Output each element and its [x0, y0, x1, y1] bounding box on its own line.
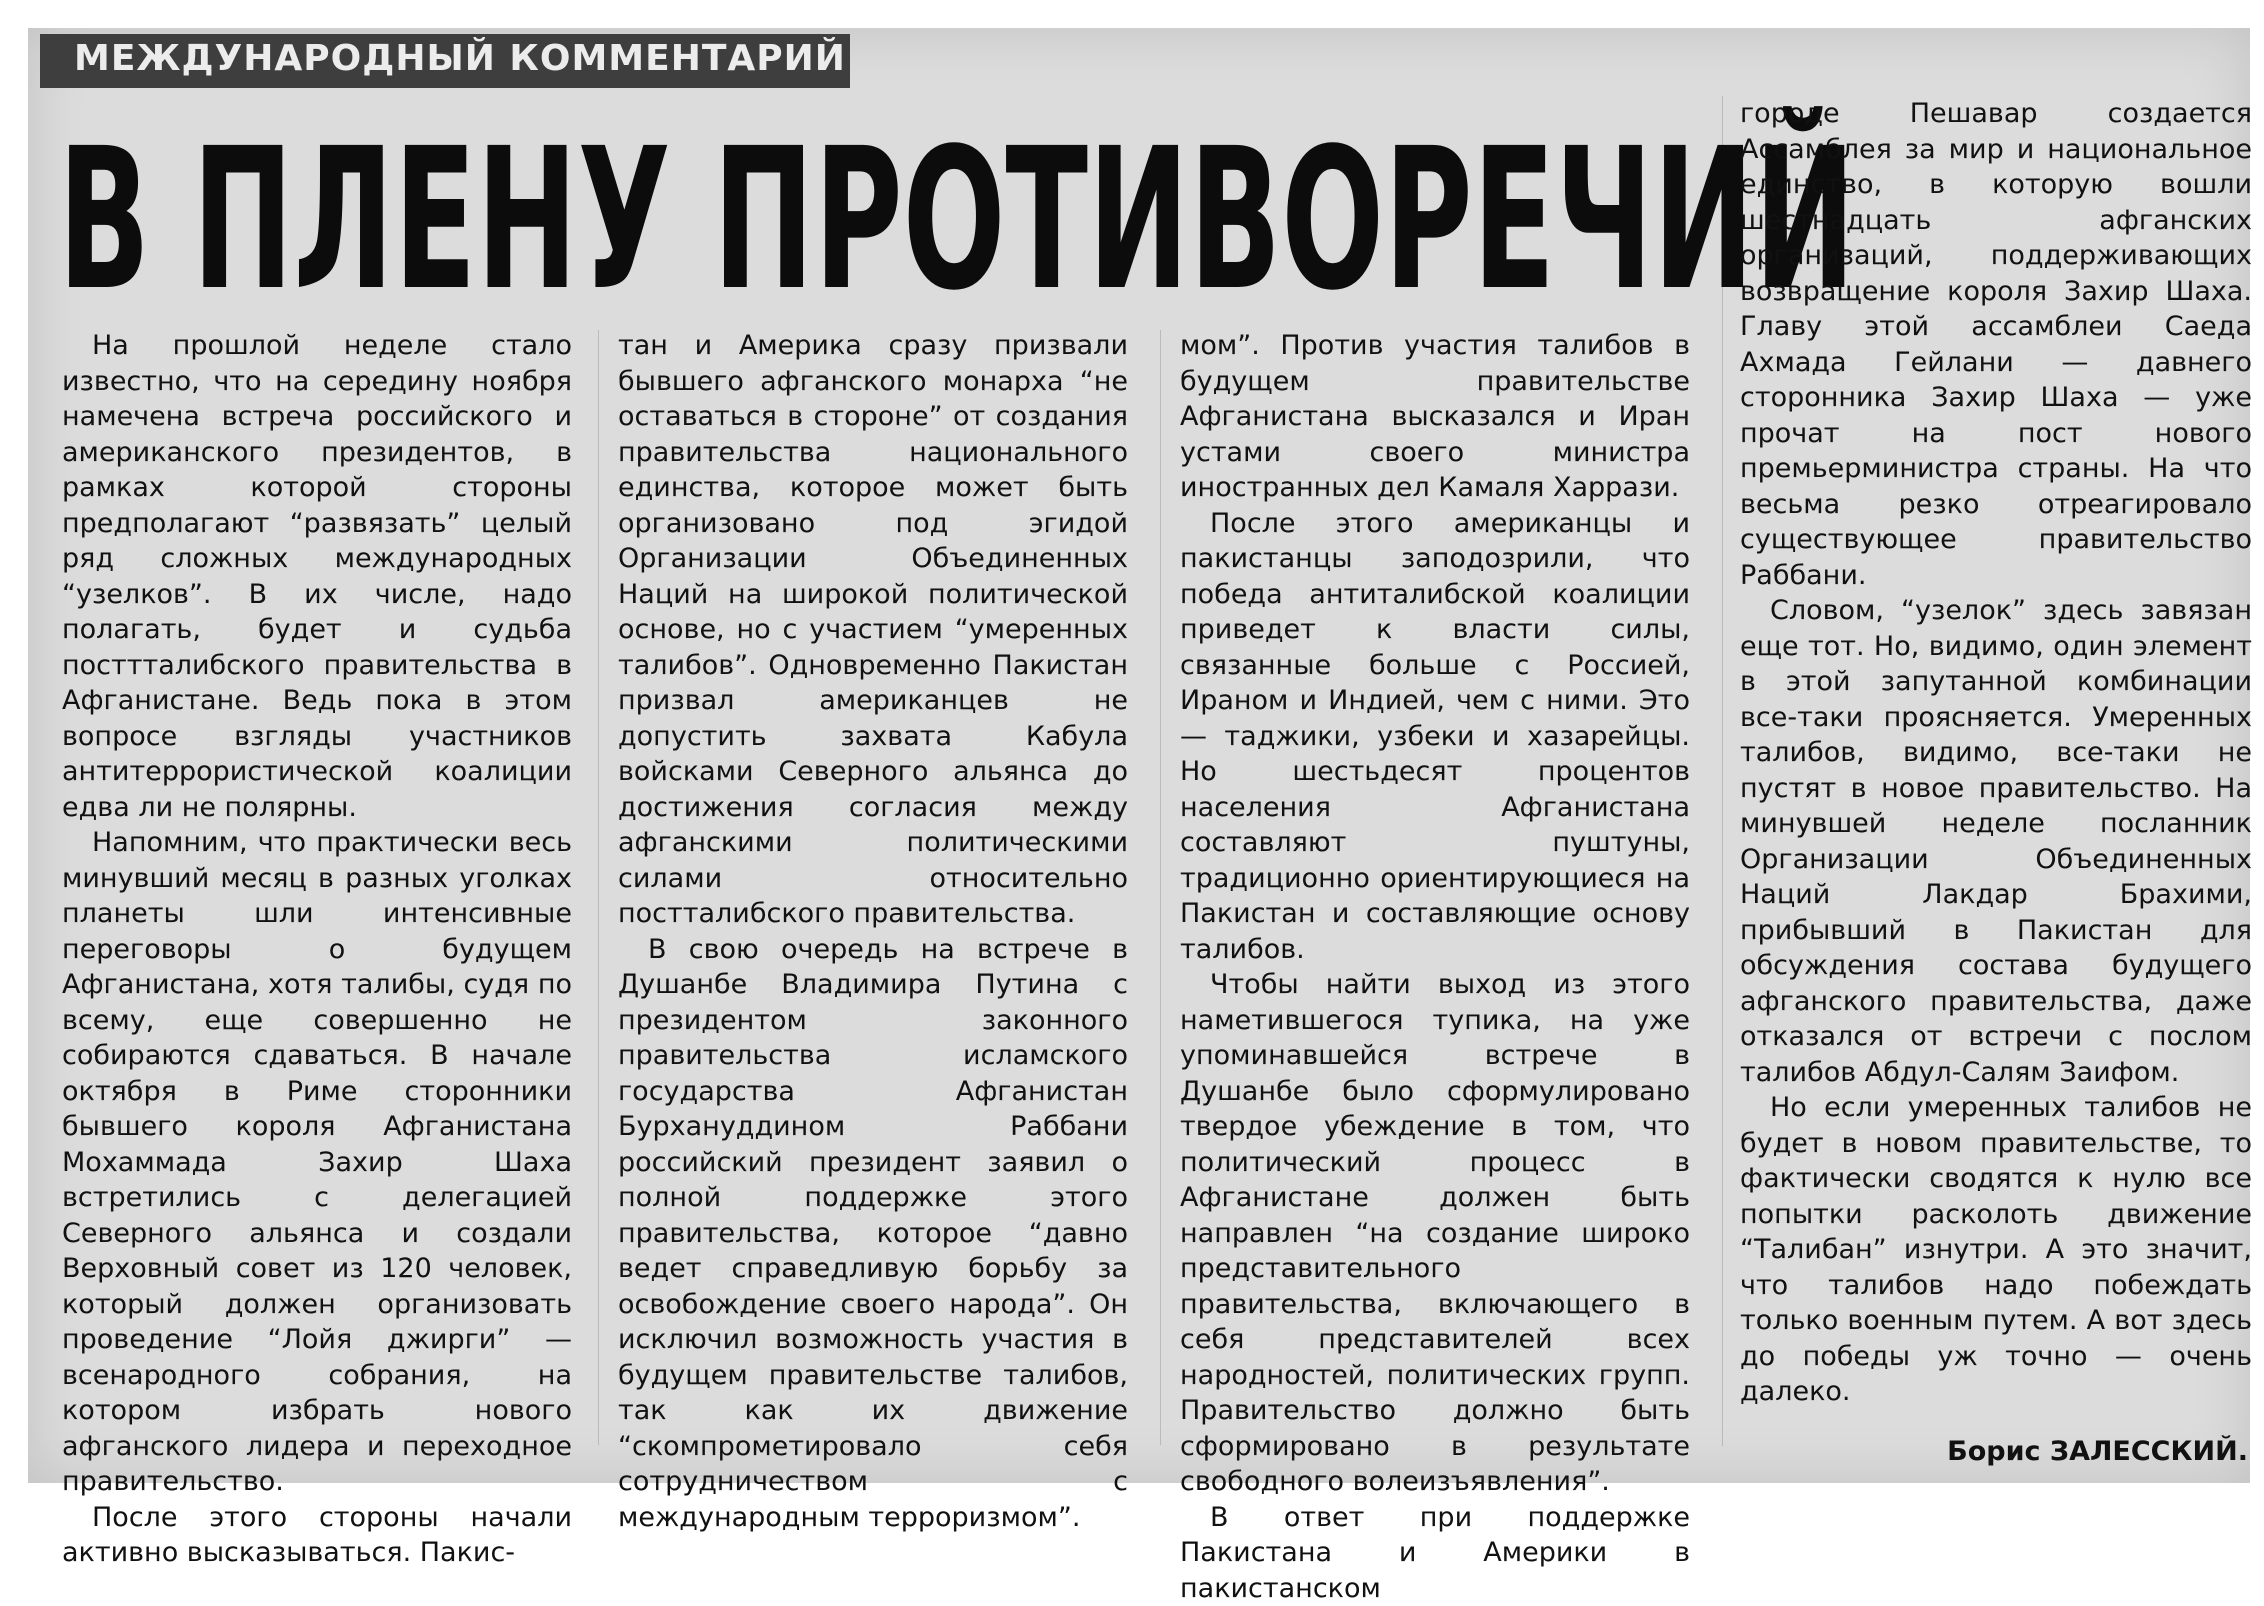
paragraph: мом”. Против участия талибов в будущем правительстве Афганистана высказался и Иран устами своего министра иностранных дел Камаля Харрази.: [1180, 328, 1690, 506]
article-column-2: [618, 328, 1128, 1535]
paragraph: Напомним, что практически весь минувший месяц в разных уголках планеты шли интенсивные переговоры о будущем Афганистана, хотя талибы, судя по всему, еще совершенно не собираются сдаваться. В начале октября в Риме сторонники бывшего короля Афганистана Мохаммада Захир Шаха встретились с делегацией Северного альянса и создали Верховный совет из 120 человек, который должен организовать проведение “Лойя джирги” — всенародного собрания, на котором избрать нового афганского лидера и переходное правительство.: [62, 825, 572, 1500]
paragraph: После этого стороны начали активно высказываться. Пакис-: [62, 1500, 572, 1571]
paragraph: В свою очередь на встрече в Душанбе Владимира Путина с президентом законного правительства исламского государства Афганистан Бурхануддином Раббани российский президент заявил о полной поддержке этого правительства, которое “давно ведет справедливую борьбу за освобождение своего народа”. Он исключил возможность участия в будущем правительстве талибов, так как их движение “скомпрометировало себя сотрудничеством с международным терроризмом”.: [618, 932, 1128, 1536]
paragraph: Словом, “узелок” здесь завязан еще тот. Но, видимо, один элемент в этой запутанной комбинации все-таки проясняется. Умеренных талибов, видимо, все-таки не пустят в новое правительство. На минувшей неделе посланник Организации Объединенных Наций Лакдар Брахими, прибывший в Пакистан для обсуждения состава будущего афганского правительства, даже отказался от встречи с послом талибов Абдул-Салям Заифом.: [1740, 593, 2252, 1090]
article-column-3: [1180, 328, 1690, 1606]
headline: В ПЛЕНУ ПРОТИВОРЕЧИЙ: [58, 120, 1075, 320]
rubric-banner: [40, 34, 850, 88]
paragraph: Чтобы найти выход из этого наметившегося тупика, на уже упоминавшейся встрече в Душанбе было сформулировано твердое убеждение в том, что политический процесс в Афганистане должен быть направлен “на создание широко представительного правительства, включающего в себя представителей всех народностей, политических групп. Правительство должно быть сформировано в результате свободного волеизъявления”.: [1180, 967, 1690, 1500]
paragraph: Но если умеренных талибов не будет в новом правительстве, то фактически сводятся к нулю все попытки расколоть движение “Талибан” изнутри. А это значит, что талибов надо побеждать только военным путем. А вот здесь до победы уж точно — очень далеко.: [1740, 1090, 2252, 1410]
rubric-label: МЕЖДУНАРОДНЫЙ КОММЕНТАРИЙ: [74, 38, 846, 79]
author-signature: Борис ЗАЛЕССКИЙ.: [1928, 1436, 2248, 1467]
article-column-1: [62, 328, 572, 1571]
paragraph: тан и Америка сразу призвали бывшего афганского монарха “не оставаться в стороне” от создания правительства национального единства, которое может быть организовано под эгидой Организации Объединенных Наций на широкой политической основе, но с участием “умеренных талибов”. Одновременно Пакистан призвал американцев не допустить захвата Кабула войсками Северного альянса до достижения согласия между афганскими политическими силами относительно постталибского правительства.: [618, 328, 1128, 932]
paragraph: В ответ при поддержке Пакистана и Америки в пакистанском: [1180, 1500, 1690, 1606]
article-column-4: [1740, 96, 2252, 1410]
paragraph: После этого американцы и пакистанцы заподозрили, что победа антиталибской коалиции приведет к власти силы, связанные больше с Россией, Ираном и Индией, чем с ними. Это — таджики, узбеки и хазарейцы. Но шестьдесят процентов населения Афганистана составляют пуштуны, традиционно ориентирующиеся на Пакистан и составляющие основу талибов.: [1180, 506, 1690, 968]
column-divider: [1722, 96, 1723, 1446]
column-divider: [1160, 330, 1161, 1445]
column-divider: [598, 330, 599, 1445]
paragraph: городе Пешавар создается Ассамблея за мир и национальное единство, в которую вошли шестнадцать афганских организаций, поддерживающих возвращение короля Захир Шаха. Главу этой ассамблеи Саеда Ахмада Гейлани — давнего сторонника Захир Шаха — уже прочат на пост нового премьерминистра страны. На что весьма резко отреагировало существующее правительство Раббани.: [1740, 96, 2252, 593]
paragraph: На прошлой неделе стало известно, что на середину ноября намечена встреча российского и американского президентов, в рамках которой стороны предполагают “развязать” целый ряд сложных международных “узелков”. В их числе, надо полагать, будет и судьба посттталибского правительства в Афганистане. Ведь пока в этом вопросе взгляды участников антитеррористической коалиции едва ли не полярны.: [62, 328, 572, 825]
